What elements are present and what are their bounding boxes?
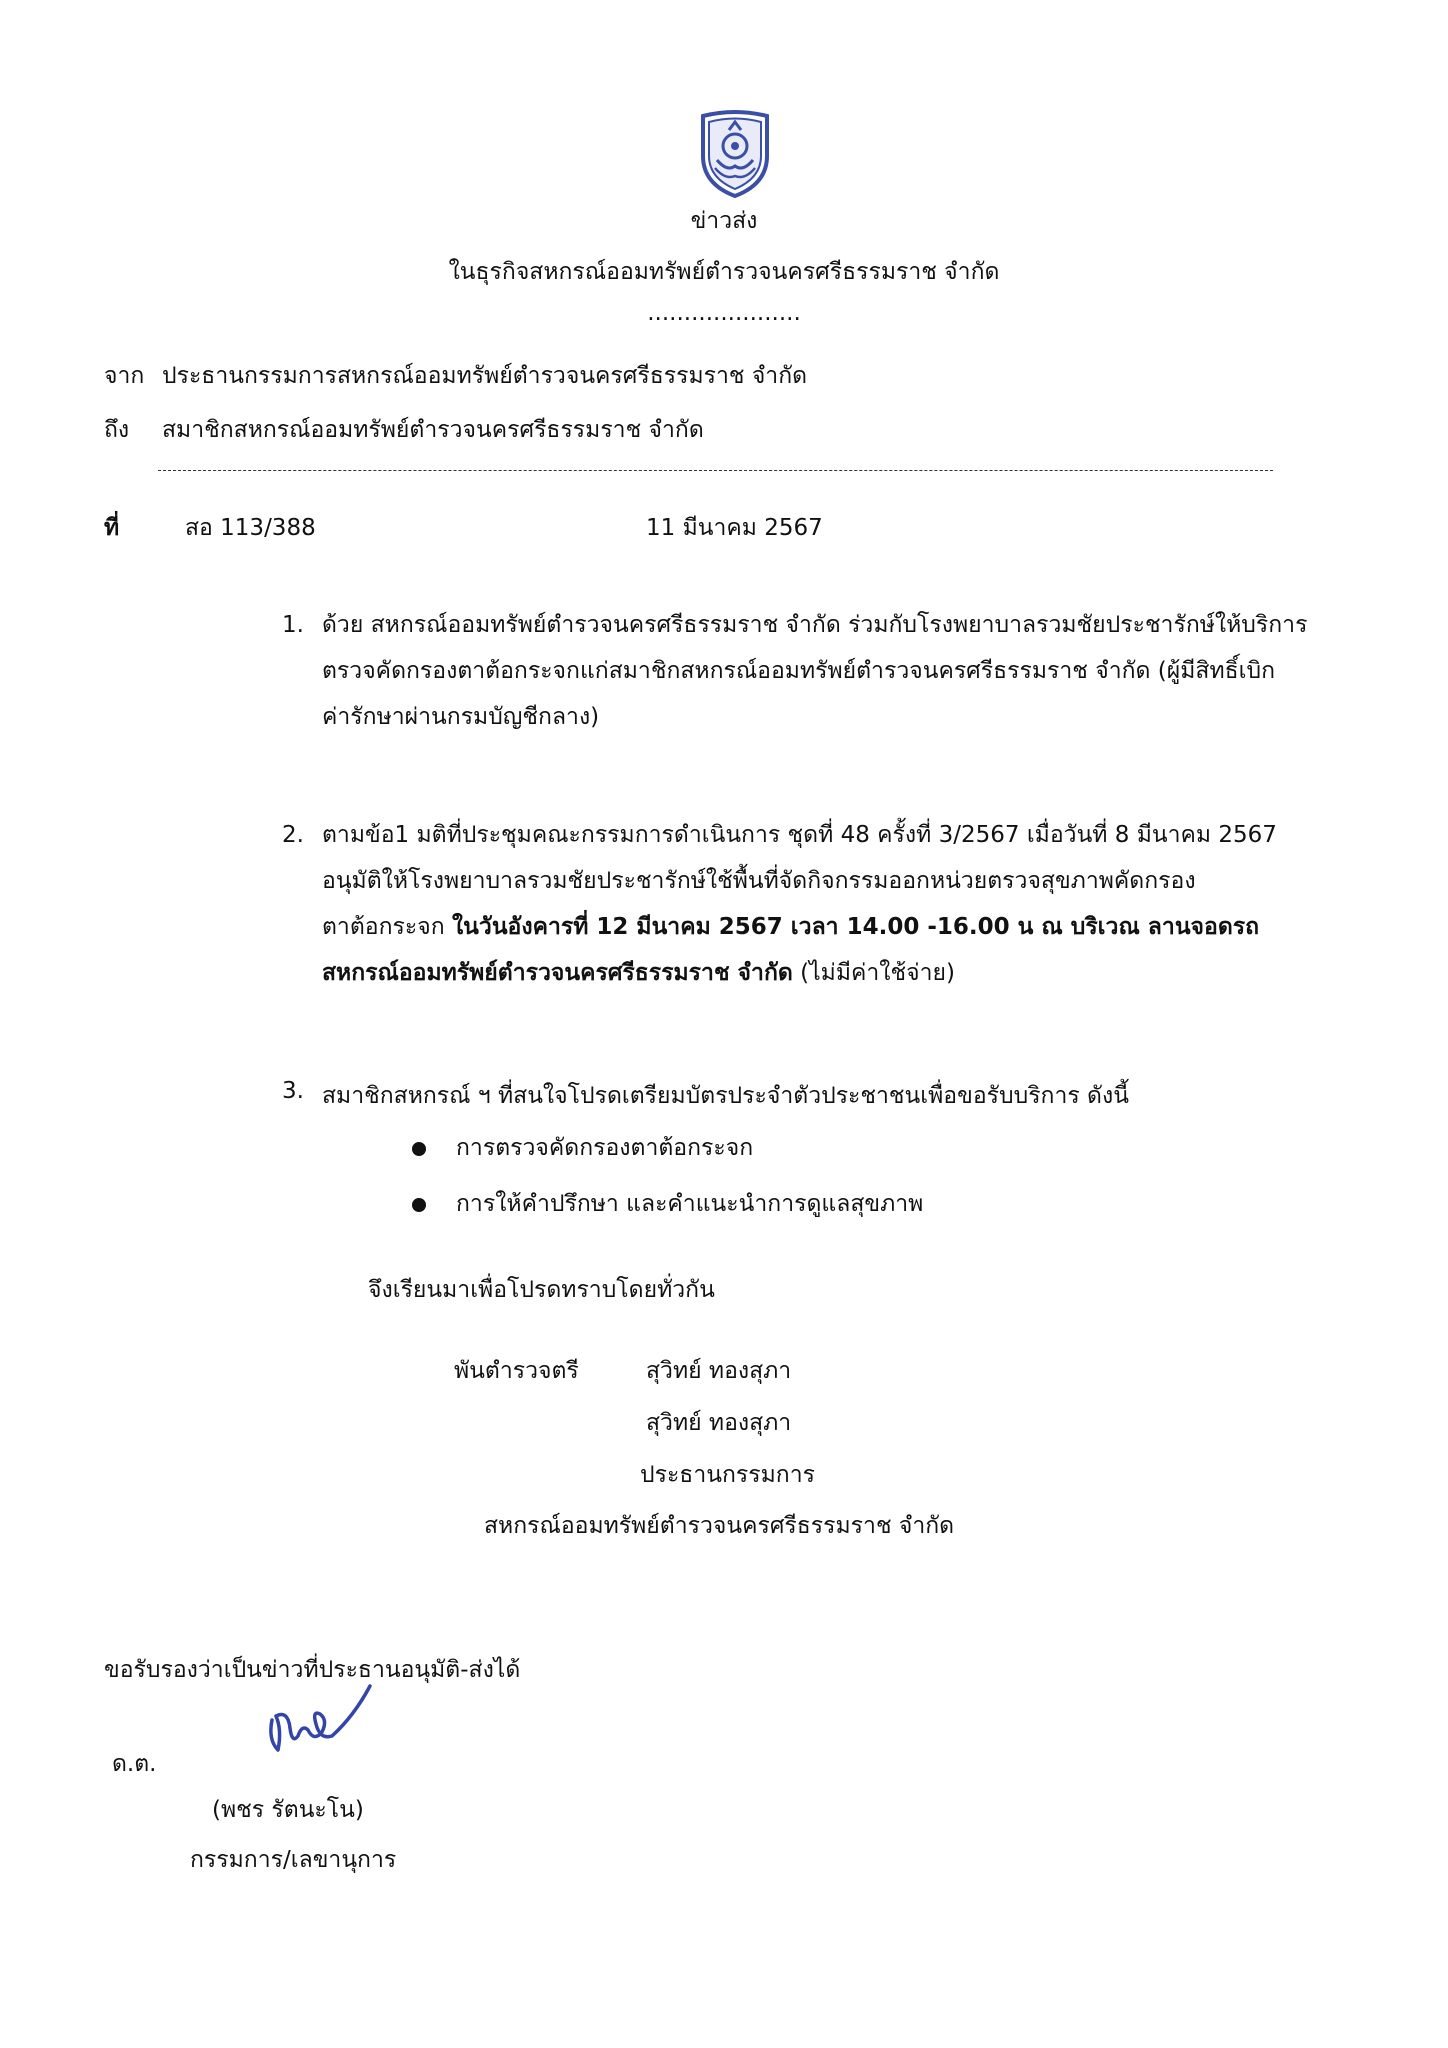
to-label: ถึง — [104, 417, 130, 443]
item-2-line-3 — [322, 904, 1347, 950]
document-subtitle: ในธุรกิจสหกรณ์ออมทรัพย์ตำรวจนครศรีธรรมราช จำกัด — [448, 259, 1000, 285]
handwritten-signature — [258, 1680, 378, 1760]
bullet-2-dot — [412, 1198, 426, 1212]
item-2-line-3-plain: ตาต้อกระจก — [322, 914, 452, 940]
item-2-line-1: ตามข้อ1 มติที่ประชุมคณะกรรมการดำเนินการ ชุดที่ 48 ครั้งที่ 3/2567 เมื่อวันที่ 8 มีนาคม 2567 — [322, 822, 1277, 848]
bullet-2-text: การให้คำปรึกษา และคำแนะนำการดูแลสุขภาพ — [456, 1191, 924, 1217]
closing-text: จึงเรียนมาเพื่อโปรดทราบโดยทั่วกัน — [368, 1277, 715, 1303]
header-dots: ..................... — [647, 300, 801, 326]
item-2-line-2: อนุมัติให้โรงพยาบาลรวมชัยประชารักษ์ใช้พื้นที่จัดกิจกรรมออกหน่วยตรวจสุขภาพคัดกรอง — [322, 868, 1196, 894]
document-type: ข่าวส่ง — [690, 208, 758, 234]
item-3-line-1: สมาชิกสหกรณ์ ฯ ที่สนใจโปรดเตรียมบัตรประจำตัวประชาชนเพื่อขอรับบริการ ดังนี้ — [322, 1083, 1129, 1109]
certify-name: (พชร รัตนะโน) — [212, 1797, 364, 1823]
separator-dashed-line — [158, 470, 1273, 471]
from-value: ประธานกรรมการสหกรณ์ออมทรัพย์ตำรวจนครศรีธรรมราช จำกัด — [162, 363, 808, 389]
bullet-1-text: การตรวจคัดกรองตาต้อกระจก — [456, 1135, 754, 1161]
cooperative-emblem-logo — [693, 108, 777, 198]
certify-rank: ด.ต. — [112, 1751, 157, 1777]
signer-signed-name: สุวิทย์ ทองสุภา — [646, 1358, 792, 1384]
item-2-paragraph — [322, 812, 1347, 996]
item-1-line-2: ตรวจคัดกรองตาต้อกระจกแก่สมาชิกสหกรณ์ออมทรัพย์ตำรวจนครศรีธรรมราช จำกัด (ผู้มีสิทธิ์เบิก — [322, 658, 1276, 684]
ref-number: สอ 113/388 — [185, 515, 316, 541]
certify-text: ขอรับรองว่าเป็นข่าวที่ประธานอนุมัติ-ส่งได้ — [104, 1657, 521, 1683]
ref-label: ที่ — [104, 515, 120, 541]
signer-name: สุวิทย์ ทองสุภา — [646, 1410, 792, 1436]
item-1-number: 1. — [282, 612, 304, 638]
to-value: สมาชิกสหกรณ์ออมทรัพย์ตำรวจนครศรีธรรมราช จำกัด — [162, 417, 704, 443]
item-2-line-4-plain: (ไม่มีค่าใช้จ่าย) — [792, 960, 955, 986]
item-1-line-3: ค่ารักษาผ่านกรมบัญชีกลาง) — [322, 704, 600, 730]
item-2-event-datetime: ในวันอังคารที่ 12 มีนาคม 2567 เวลา 14.00 -16.00 น ณ บริเวณ ลานจอดรถ — [451, 914, 1260, 940]
item-2-line-4 — [322, 950, 1347, 996]
item-1-paragraph — [322, 602, 1347, 740]
item-2-event-location: สหกรณ์ออมทรัพย์ตำรวจนครศรีธรรมราช จำกัด — [322, 960, 793, 986]
certify-position: กรรมการ/เลขานุการ — [190, 1847, 397, 1873]
item-2-number: 2. — [282, 822, 304, 848]
item-3-number: 3. — [282, 1078, 304, 1104]
signer-rank: พันตำรวจตรี — [454, 1358, 579, 1384]
ref-date: 11 มีนาคม 2567 — [646, 515, 823, 541]
item-1-line-1: ด้วย สหกรณ์ออมทรัพย์ตำรวจนครศรีธรรมราช จำกัด ร่วมกับโรงพยาบาลรวมชัยประชารักษ์ให้บริการ — [322, 612, 1308, 638]
from-label: จาก — [104, 363, 145, 389]
bullet-1-dot — [412, 1142, 426, 1156]
signer-position: ประธานกรรมการ — [640, 1462, 815, 1488]
signer-organization: สหกรณ์ออมทรัพย์ตำรวจนครศรีธรรมราช จำกัด — [484, 1513, 955, 1539]
